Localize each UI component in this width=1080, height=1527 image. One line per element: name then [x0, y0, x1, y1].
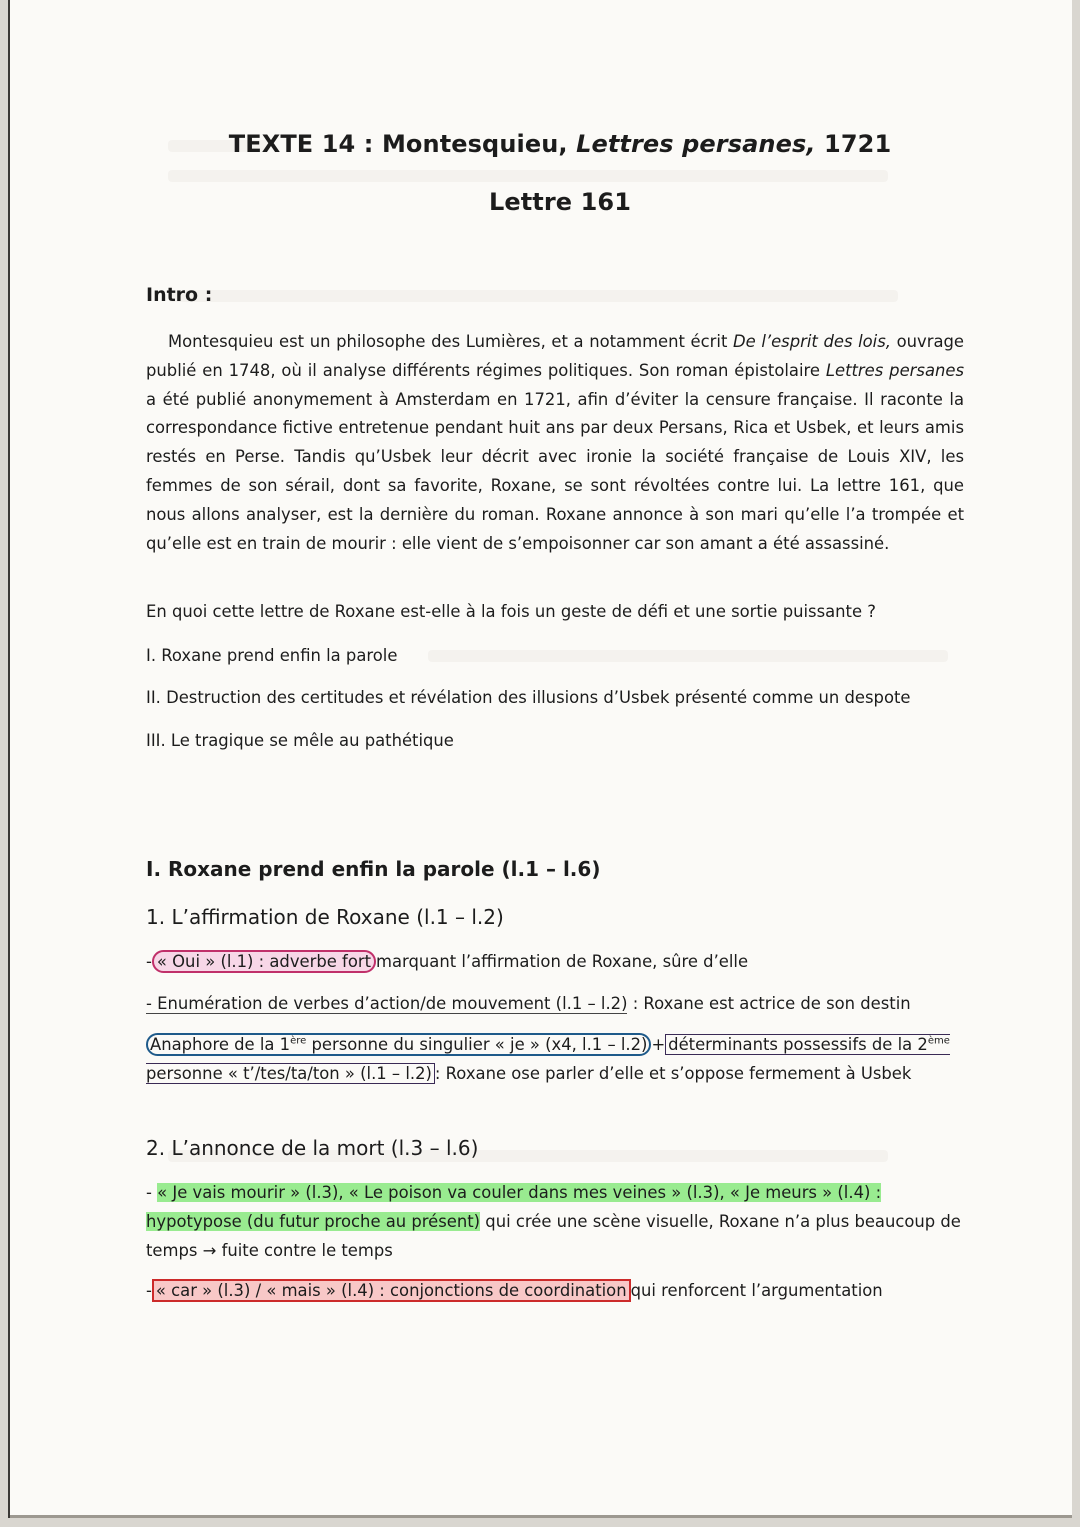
- title-year: 1721: [815, 130, 892, 158]
- note-dash: -: [146, 952, 152, 971]
- title-work: Lettres persanes,: [576, 130, 816, 158]
- subsection-heading: 2. L’annonce de la mort (l.3 – l.6): [146, 1136, 479, 1160]
- intro-heading: Intro :: [146, 284, 213, 306]
- problematic-question: En quoi cette lettre de Roxane est-elle à la fois un geste de défi et une sortie puissante ?: [146, 602, 876, 621]
- note-dash: -: [146, 1183, 158, 1202]
- note-text: : Roxane ose parler d’elle et s’oppose fermement à Usbek: [434, 1064, 912, 1083]
- intro-text-1: Montesquieu est un philosophe des Lumières, et a notamment écrit: [168, 332, 733, 351]
- circled-text: personne du singulier « je » (x4, l.1 – l.2): [306, 1035, 648, 1054]
- note-line: [146, 1277, 964, 1306]
- intro-text-3: a été publié anonymement à Amsterdam en 1721, afin d’éviter la censure française. Il raconte la correspondance fictive entretenue pendant huit ans par deux Persans, Rica et Usbek, et leurs amis restés en Perse. Tandis qu’Usbek leur décrit avec ironie la société française de Louis XIV, les femmes de son sérail, dont sa favorite, Roxane, se sont révoltées contre lui. La lettre 161, que nous allons analyser, est la dernière du roman. Roxane annonce à son mari qu’elle l’a trompée et qu’elle est en train de mourir : elle vient de s’empoisonner car son amant a été assassiné.: [146, 389, 964, 553]
- intro-work-2: Lettres persanes: [825, 360, 964, 380]
- note-text: qui renforcent l’argumentation: [630, 1281, 883, 1300]
- intro-text-2: ouvrage publié en 1748, où il analyse différents régimes politiques. Son roman épistolaire: [146, 332, 965, 380]
- green-highlighted-annotation: « Je vais mourir » (l.3), « Le poison va couler dans mes veines » (l.3), « Je meurs » (l.4) : hypotypose (du futur proche au présent): [146, 1183, 882, 1231]
- boxed-text: personne « t’/tes/ta/ton » (l.1 – l.2): [146, 1064, 432, 1083]
- plan-item: II. Destruction des certitudes et révélation des illusions d’Usbek présenté comme un despote: [146, 688, 911, 707]
- note-text: marquant l’affirmation de Roxane, sûre d’elle: [376, 952, 749, 971]
- boxed-text: déterminants possessifs de la 2: [668, 1035, 928, 1054]
- plan-item: I. Roxane prend enfin la parole: [146, 646, 398, 665]
- note-text: qui crée une scène visuelle, Roxane n’a plus beaucoup de temps → fuite contre le temps: [146, 1212, 961, 1260]
- note-line: [146, 990, 964, 1019]
- intro-work-1: De l’esprit des lois,: [733, 332, 891, 351]
- note-line: [146, 1178, 964, 1265]
- plus-sign: +: [651, 1035, 666, 1054]
- superscript: ère: [290, 1035, 307, 1047]
- note-line: [146, 1030, 964, 1088]
- document-page: [8, 0, 1072, 1518]
- note-line: [146, 948, 964, 977]
- page-subtitle: Lettre 161: [488, 188, 632, 216]
- superscript: ème: [927, 1035, 950, 1047]
- section-heading: I. Roxane prend enfin la parole (l.1 – l.6): [146, 857, 601, 881]
- show-through: [168, 170, 888, 182]
- red-boxed-annotation: « car » (l.3) / « mais » (l.4) : conjonctions de coordination: [152, 1279, 631, 1302]
- blue-circled-annotation: [146, 1033, 651, 1056]
- plan-item: III. Le tragique se mêle au pathétique: [146, 731, 454, 750]
- intro-paragraph: [146, 328, 964, 558]
- note-dash: -: [146, 1281, 152, 1300]
- note-text: : Roxane est actrice de son destin: [627, 994, 911, 1013]
- circled-text: Anaphore de la 1: [150, 1035, 291, 1054]
- subsection-heading: 1. L’affirmation de Roxane (l.1 – l.2): [146, 905, 504, 929]
- pink-circled-annotation: « Oui » (l.1) : adverbe fort: [152, 950, 376, 973]
- underlined-annotation: - Enumération de verbes d’action/de mouvement (l.1 – l.2): [146, 994, 628, 1013]
- title-prefix: TEXTE 14 : Montesquieu,: [228, 130, 577, 158]
- page-title: [8, 130, 1072, 158]
